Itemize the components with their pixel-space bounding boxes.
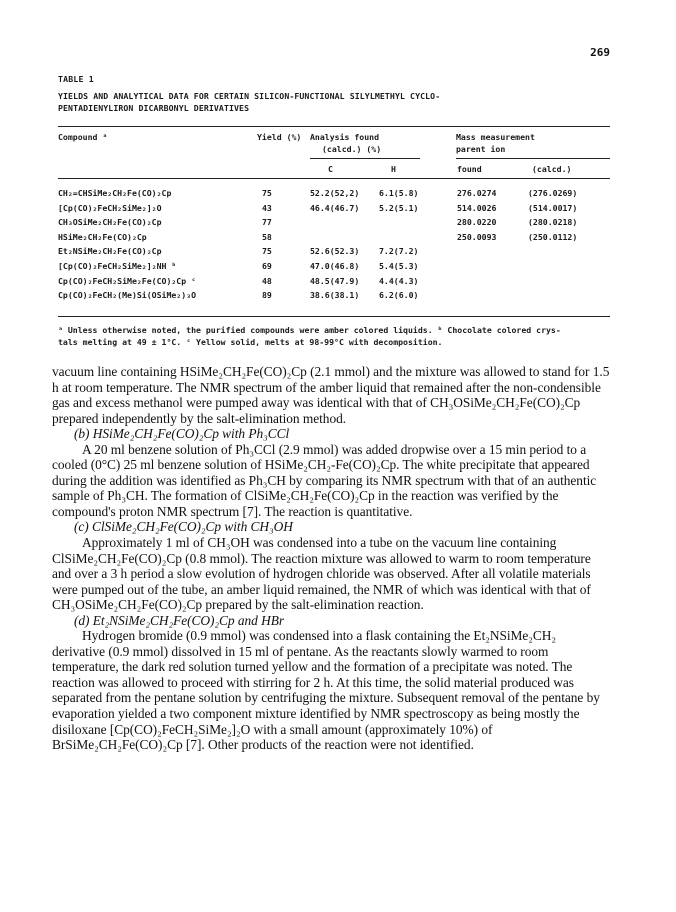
table-top-rule bbox=[58, 126, 610, 127]
table-row bbox=[58, 276, 610, 287]
cell-yield: 75 bbox=[262, 188, 272, 198]
table-row bbox=[58, 203, 610, 214]
subsection-heading-d: (d) Et₂NSiMe₂CH₂Fe(CO)₂Cp and HBr bbox=[74, 612, 284, 628]
cell-c: 52.2(52,2) bbox=[310, 188, 360, 198]
paragraph-c: Approximately 1 ml of CH₃OH was condensed into a tube on the vacuum line containing ClSiMe₂CH₂Fe(CO)₂Cp (0.8 mmol). The reaction mixture was allowed to warm to room temperature and over a 3 h period a slow evolution of hydrogen chloride was observed. After all volatile materials were pumped out of the tube, an amber liquid remained, the NMR of which was identical with that of CH₃OSiMe₂CH₂Fe(CO)₂Cp prepared by the salt-elimination reaction. bbox=[52, 535, 591, 613]
cell-yield: 69 bbox=[262, 261, 272, 271]
subsection-heading-b: (b) HSiMe₂CH₂Fe(CO)₂Cp with Ph₃CCl bbox=[74, 426, 290, 442]
cell-found: 250.0093 bbox=[457, 231, 497, 242]
cell-compound: Cp(CO)₂FeCH₂SiMe₂Fe(CO)₂Cp ᶜ bbox=[58, 275, 197, 286]
table-label: TABLE 1 bbox=[58, 74, 94, 84]
header-analysis-line-1: Analysis found bbox=[310, 132, 380, 142]
cell-calcd: (276.0269) bbox=[528, 188, 578, 198]
cell-h: 4.4(4.3) bbox=[379, 275, 419, 286]
cell-h: 7.2(7.2) bbox=[379, 246, 419, 257]
analysis-sub-rule bbox=[310, 158, 420, 159]
header-h: H bbox=[391, 164, 396, 174]
header-yield: Yield (%) bbox=[257, 132, 302, 142]
cell-compound: [Cp(CO)₂FeCH₂SiMe₂]₂NH ᵇ bbox=[58, 261, 177, 271]
mass-sub-rule bbox=[456, 158, 610, 159]
subsection-heading-c: (c) ClSiMe₂CH₂Fe(CO)₂Cp with CH₃OH bbox=[74, 519, 293, 535]
cell-compound: CH₃OSiMe₂CH₂Fe(CO)₂Cp bbox=[58, 217, 162, 228]
cell-c: 48.5(47.9) bbox=[310, 275, 360, 286]
cell-yield: 48 bbox=[262, 275, 272, 286]
table-row bbox=[58, 188, 610, 199]
cell-found: 276.0274 bbox=[457, 188, 497, 198]
cell-compound: HSiMe₂CH₂Fe(CO)₂Cp bbox=[58, 231, 147, 242]
cell-c: 46.4(46.7) bbox=[310, 202, 360, 213]
cell-yield: 77 bbox=[262, 217, 272, 228]
header-compound: Compound ᵃ bbox=[58, 132, 108, 142]
cell-calcd: (514.0017) bbox=[528, 202, 578, 213]
table-row bbox=[58, 217, 610, 228]
table-1 bbox=[58, 74, 610, 347]
page-number: 269 bbox=[590, 46, 610, 59]
header-calcd: (calcd.) bbox=[532, 164, 572, 174]
paragraph-continued: vacuum line containing HSiMe₂CH₂Fe(CO)₂Cp (2.1 mmol) and the mixture was allowed to stand for 1.5 h at room temperature. The NMR spectrum of the amber liquid that remained after the non-condensible gas and excess methanol were pumped away was identical with that of CH₃OSiMe₂CH₂Fe(CO)₂Cp prepared independently by the salt-elimination method. bbox=[52, 364, 610, 426]
table-bottom-rule bbox=[58, 316, 610, 317]
cell-yield: 58 bbox=[262, 231, 272, 242]
cell-calcd: (250.0112) bbox=[528, 231, 578, 242]
cell-h: 5.2(5.1) bbox=[379, 202, 419, 213]
cell-c: 38.6(38.1) bbox=[310, 290, 360, 301]
footnote-line-1: ᵃ Unless otherwise noted, the purified compounds were amber colored liquids. ᵇ Chocolate colored crys- bbox=[58, 325, 561, 335]
cell-calcd: (280.0218) bbox=[528, 217, 578, 228]
table-caption-line-1: YIELDS AND ANALYTICAL DATA FOR CERTAIN SILICON-FUNCTIONAL SILYLMETHYL CYCLO- bbox=[58, 91, 441, 101]
table-footnote bbox=[58, 324, 610, 348]
cell-c: 52.6(52.3) bbox=[310, 246, 360, 257]
table-row bbox=[58, 290, 610, 301]
table-caption-line-2: PENTADIENYLIRON DICARBONYL DERIVATIVES bbox=[58, 103, 250, 113]
table-header-rule bbox=[58, 178, 610, 179]
cell-c: 47.0(46.8) bbox=[310, 261, 360, 271]
header-mass-line-2: parent ion bbox=[456, 144, 506, 154]
table-row bbox=[58, 261, 610, 272]
table-row bbox=[58, 232, 610, 243]
header-c: C bbox=[328, 164, 333, 174]
cell-h: 5.4(5.3) bbox=[379, 261, 419, 271]
cell-compound: Cp(CO)₂FeCH₂(Me)Si(OSiMe₂)₃O bbox=[58, 290, 197, 301]
cell-h: 6.1(5.8) bbox=[379, 188, 419, 198]
cell-compound: [Cp(CO)₂FeCH₂SiMe₂]₂O bbox=[58, 202, 162, 213]
paragraph-b: A 20 ml benzene solution of Ph₃CCl (2.9 mmol) was added dropwise over a 15 min period to a cooled (0°C) 25 ml benzene solution of HSiMe₂CH₂-Fe(CO)₂Cp. The white precipitate that appeared during the addition was identified as Ph₃CH by comparing its NMR spectrum with that of an authentic sample of Ph₃CH. The formation of ClSiMe₂CH₂Fe(CO)₂Cp in the reaction was verified by the compound's proton NMR spectrum [7]. The reaction is quantitative. bbox=[52, 441, 597, 519]
header-found: found bbox=[457, 164, 482, 174]
cell-yield: 43 bbox=[262, 202, 272, 213]
footnote-line-2: tals melting at 49 ± 1°C. ᶜ Yellow solid, melts at 98-99°C with decomposition. bbox=[58, 337, 443, 347]
cell-h: 6.2(6.0) bbox=[379, 290, 419, 301]
paragraph-d: Hydrogen bromide (0.9 mmol) was condensed into a flask containing the Et₂NSiMe₂CH₂ derivative (0.9 mmol) dissolved in 15 ml of pentane. As the reactants slowly warmed to room temperature, the dark red solution turned yellow and the formation of a precipitate was noted. The reaction was allowed to proceed with stirring for 2 h. At this time, the solid material produced was separated from the pentane solution by centrifuging the mixture. Subsequent removal of the pentane by evaporation yielded a two component mixture identified by NMR spectroscopy as being mostly the disiloxane [Cp(CO)₂FeCH₂SiMe₂]₂O with a small amount (approximately 10%) of BrSiMe₂CH₂Fe(CO)₂Cp [7]. Other products of the reaction were not identified. bbox=[52, 628, 600, 753]
cell-found: 514.0026 bbox=[457, 202, 497, 213]
table-row bbox=[58, 246, 610, 257]
cell-yield: 89 bbox=[262, 290, 272, 301]
header-analysis-line-2: (calcd.) (%) bbox=[322, 144, 382, 154]
cell-compound: CH₂=CHSiMe₂CH₂Fe(CO)₂Cp bbox=[58, 188, 172, 198]
cell-found: 280.0220 bbox=[457, 217, 497, 228]
cell-yield: 75 bbox=[262, 246, 272, 257]
body-text bbox=[52, 364, 612, 753]
header-mass-line-1: Mass measurement bbox=[456, 132, 535, 142]
cell-compound: Et₂NSiMe₂CH₂Fe(CO)₂Cp bbox=[58, 246, 162, 257]
